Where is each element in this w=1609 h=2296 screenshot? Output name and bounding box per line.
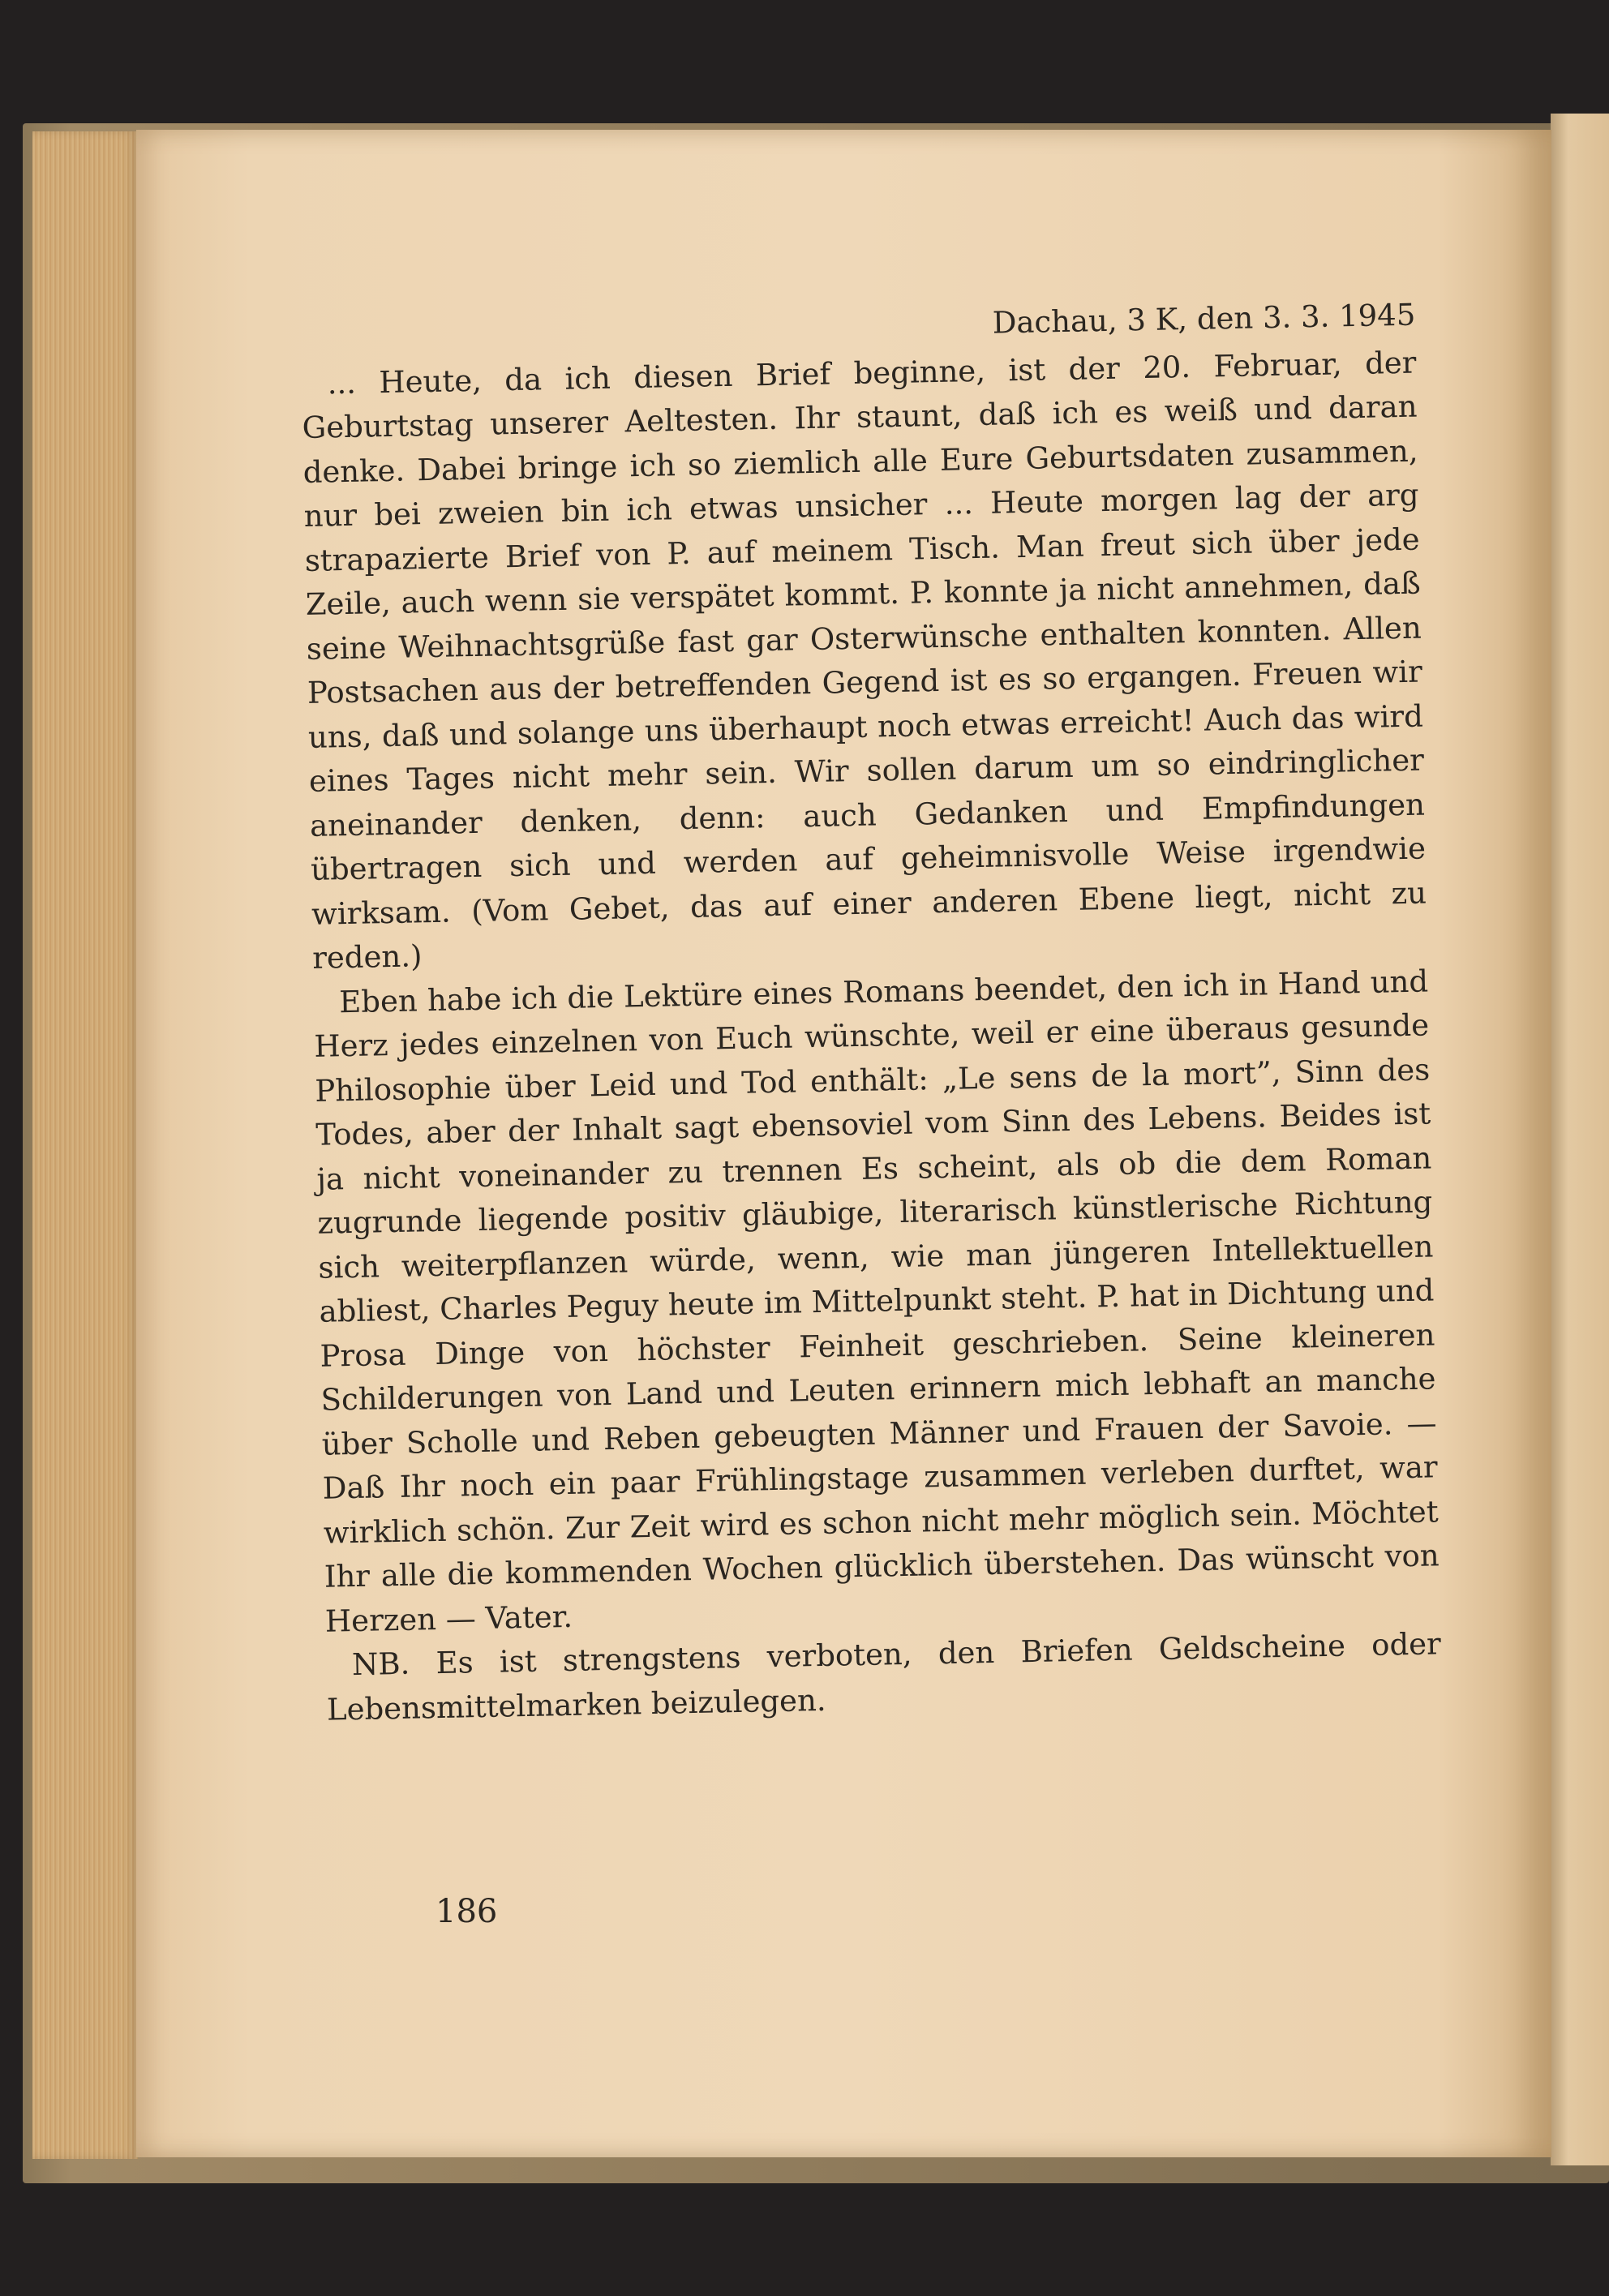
letter-paragraph: ... Heute, da ich diesen Brief beginne, ist der 20. Februar, der Geburtstag unserer Aeltesten. Ihr staunt, daß ich es weiß und daran denke. Dabei bringe ich so ziemlich alle Eure Geburtsdaten zusammen, nur bei zweien bin ich etwas unsicher ... Heute morgen lag der arg strapazierte Brief von P. auf meinem Tisch. Man freut sich über jede Zeile, auch wenn sie verspätet kommt. P. konnte ja nicht annehmen, daß seine Weihnachtsgrüße fast gar Osterwünsche enthalten konnten. Allen Postsachen aus der betreffenden Gegend ist es so ergangen. Freuen wir uns, daß und solange uns überhaupt noch etwas erreicht! Auch das wird eines Tages nicht mehr sein. Wir sollen darum um so eindringlicher aneinander denken, denn: auch Gedanken und Empfindungen übertragen sich und werden auf geheimnisvolle Weise irgendwie wirksam. (Vom Gebet, das auf einer anderen Ebene liegt, nicht zu reden.) (302, 345, 1427, 976)
letter-dateline: Dachau, 3 K, den 3. 3. 1945 (992, 297, 1416, 341)
facing-page-edge (1551, 114, 1609, 2165)
letter-text (300, 294, 1442, 1732)
page-number: 186 (436, 1893, 498, 1930)
letter-paragraph: Eben habe ich die Lektüre eines Romans beendet, den ich in Hand und Herz jedes einzelnen von Euch wünschte, weil er eine überaus gesunde Philosophie über Leid und Tod enthält: „Le sens de la mort”, Sinn des Todes, aber der Inhalt sagt ebensoviel vom Sinn des Lebens. Beides ist ja nicht voneinander zu trennen Es scheint, als ob die dem Roman zugrunde liegende positiv gläubige, literarisch künstlerische Richtung sich weiterpflanzen würde, wenn, wie man jüngeren Intellektuellen abliest, Charles Peguy heute im Mittelpunkt steht. P. hat in Dichtung und Prosa Dinge von höchster Feinheit geschrieben. Seine kleineren Schilderungen von Land und Leuten erinnern mich lebhaft an manche über Scholle und Reben gebeugten Männer und Frauen der Savoie. — Daß Ihr noch ein paar Frühlingstage zusammen verleben durftet, war wirklich schön. Zur Zeit wird es schon nicht mehr möglich sein. Möchtet Ihr alle die kommenden Wochen glücklich überstehen. Das wünscht von Herzen — Vater. (313, 963, 1440, 1639)
postscript-paragraph: NB. Es ist strengstens verboten, den Briefen Geldscheine oder Lebensmittelmarken beizulegen. (326, 1626, 1442, 1727)
page-edge (32, 131, 138, 2159)
